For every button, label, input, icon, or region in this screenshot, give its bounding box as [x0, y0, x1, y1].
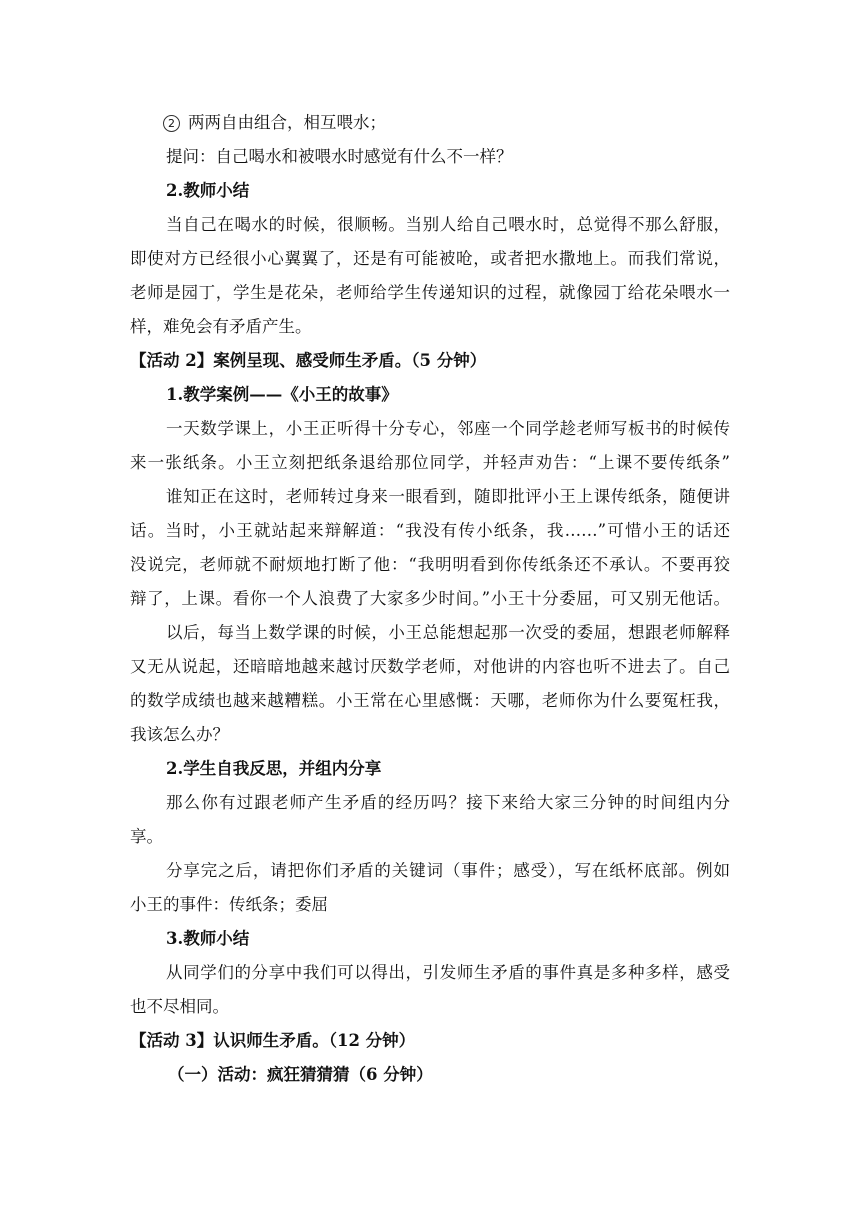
summary-line-3: 老师是园丁，学生是花朵，老师给学生传递知识的过程，就像园丁给花朵喂水一: [130, 283, 730, 302]
activity-2-heading: 【活动 2】案例呈现、感受师生矛盾。（5 分钟）: [130, 351, 487, 370]
summary-heading: 2.教师小结: [166, 181, 250, 200]
summary-line-1: 当自己在喝水的时候，很顺畅。当别人给自己喂水时，总觉得不那么舒服，: [166, 215, 730, 234]
teacher-summary-line-1: 从同学们的分享中我们可以得出，引发师生矛盾的事件真是多种多样，感受: [166, 963, 730, 982]
case-para3-line-2: 又无从说起，还暗暗地越来越讨厌数学老师，对他讲的内容也听不进去了。自己: [130, 657, 730, 676]
teacher-summary-line-2: 也不尽相同。: [130, 997, 229, 1016]
case-para2-line-3: 没说完，老师就不耐烦地打断了他：“我明明看到你传纸条还不承认。不要再狡: [130, 555, 730, 574]
summary-line-2: 即使对方已经很小心翼翼了，还是有可能被呛，或者把水撒地上。而我们常说，: [130, 249, 730, 268]
reflect-heading: 2.学生自我反思，并组内分享: [166, 759, 382, 778]
case-para3-line-1: 以后，每当上数学课的时候，小王总能想起那一次受的委屈，想跟老师解释: [166, 623, 730, 642]
reflect-para1-line-2: 享。: [130, 827, 163, 846]
activity-3-heading: 【活动 3】认识师生矛盾。（12 分钟）: [130, 1031, 416, 1050]
case-heading: 1.教学案例——《小王的故事》: [166, 385, 398, 404]
question-line: 提问：自己喝水和被喂水时感觉有什么不一样？: [166, 147, 513, 166]
case-para2-line-1: 谁知正在这时，老师转过身来一眼看到，随即批评小王上课传纸条，随便讲: [166, 487, 730, 506]
circled-number-marker: 2: [163, 115, 180, 132]
case-para1-line-2: 来一张纸条。小王立刻把纸条退给那位同学，并轻声劝告：“上课不要传纸条”: [130, 453, 730, 472]
reflect-para2-line-2: 小王的事件：传纸条；委屈: [130, 895, 328, 914]
case-para3-line-4: 我该怎么办？: [130, 725, 229, 744]
case-para2-line-2: 话。当时，小王就站起来辩解道：“我没有传小纸条，我……”可惜小王的话还: [130, 521, 730, 540]
step-2-text: 两两自由组合，相互喂水；: [188, 113, 386, 132]
reflect-para1-line-1: 那么你有过跟老师产生矛盾的经历吗？接下来给大家三分钟的时间组内分: [166, 793, 730, 812]
case-para3-line-3: 的数学成绩也越来越糟糕。小王常在心里感慨：天哪，老师你为什么要冤枉我，: [130, 691, 730, 710]
summary-line-4: 样，难免会有矛盾产生。: [130, 317, 312, 336]
teacher-summary-heading: 3.教师小结: [166, 929, 250, 948]
case-para1-line-1: 一天数学课上，小王正听得十分专心，邻座一个同学趁老师写板书的时候传: [166, 419, 730, 438]
activity-3-sub-heading: （一）活动：疯狂猜猜猜（6 分钟）: [168, 1065, 433, 1084]
step-2-line: [163, 112, 386, 134]
case-para2-line-4: 辩了，上课。看你一个人浪费了大家多少时间。”小王十分委屈，可又别无他话。: [130, 589, 730, 608]
reflect-para2-line-1: 分享完之后，请把你们矛盾的关键词（事件；感受），写在纸杯底部。例如: [166, 861, 730, 880]
